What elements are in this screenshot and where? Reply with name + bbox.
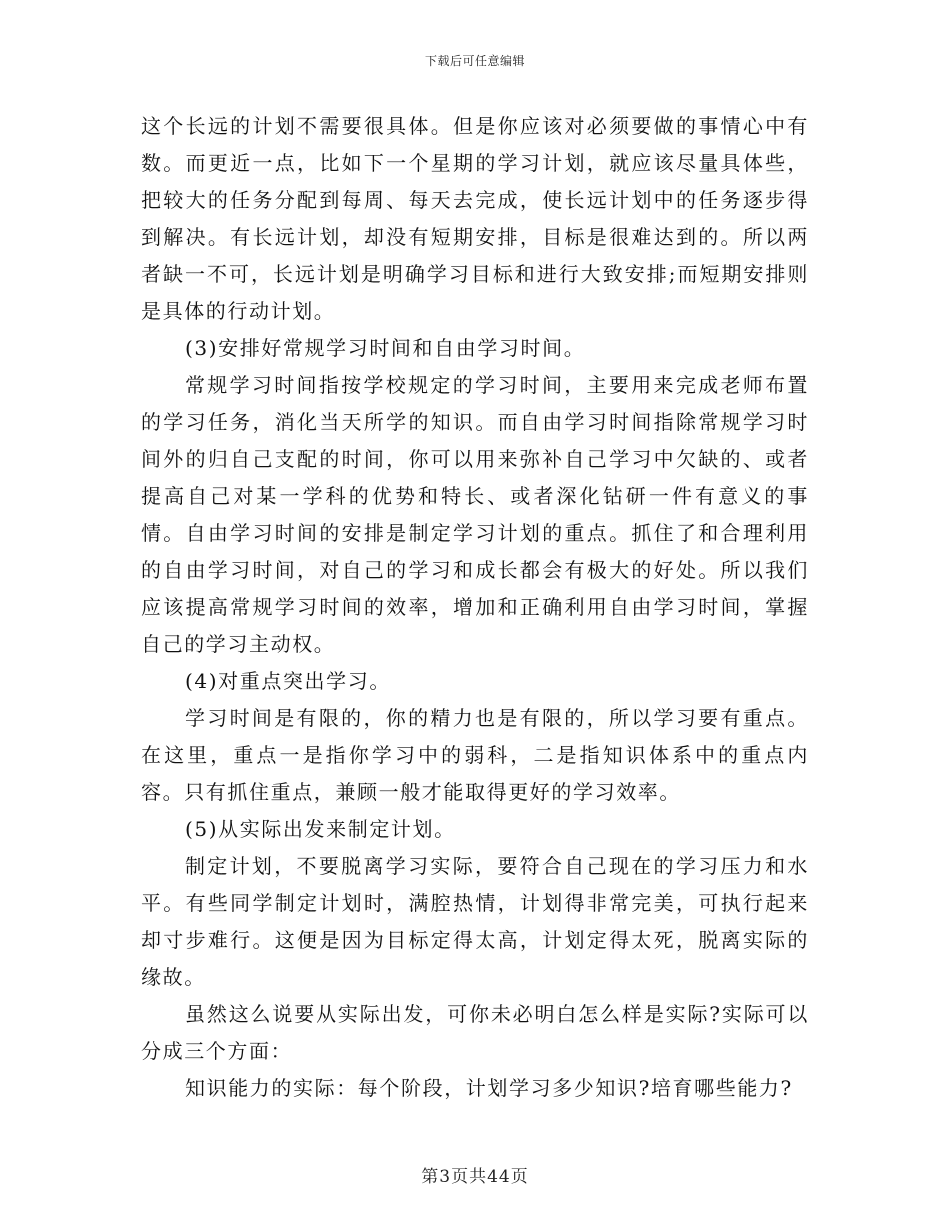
paragraph-3: 常规学习时间指按学校规定的学习时间，主要用来完成老师布置的学习任务，消化当天所学的知识。而自由学习时间指除常规学习时间外的归自己支配的时间，你可以用来弥补自己学习中欠缺的、或者提高自己对某一学科的优势和特长、或者深化钻研一件有意义的事情。自由学习时间的安排是制定学习计划的重点。抓住了和合理利用的自由学习时间，对自己的学习和成长都会有极大的好处。所以我们应该提高常规学习时间的效率，增加和正确利用自由学习时间，掌握自己的学习主动权。 (141, 373, 809, 656)
section-heading-5: (5)从实际出发来制定计划。 (185, 817, 456, 841)
paragraph-7: 制定计划，不要脱离学习实际，要符合自己现在的学习压力和水平。有些同学制定计划时，满腔热情，计划得非常完美，可执行起来却寸步难行。这便是因为目标定得太高，计划定得太死，脱离实际的缘故。 (141, 854, 809, 989)
paragraph-1: 这个长远的计划不需要很具体。但是你应该对必须要做的事情心中有数。而更近一点，比如下一个星期的学习计划，就应该尽量具体些，把较大的任务分配到每周、每天去完成，使长远计划中的任务逐步得到解决。有长远计划，却没有短期安排，目标是很难达到的。所以两者缺一不可，长远计划是明确学习目标和进行大致安排;而短期安排则是具体的行动计划。 (141, 114, 809, 323)
document-body (141, 108, 809, 1107)
page-header: 下载后可任意编辑 (424, 54, 525, 68)
paragraph-8: 虽然这么说要从实际出发，可你未必明白怎么样是实际?实际可以分成三个方面： (141, 1002, 809, 1063)
paragraph-9: 知识能力的实际：每个阶段，计划学习多少知识?培育哪些能力? (185, 1076, 793, 1100)
section-heading-3: (3)安排好常规学习时间和自由学习时间。 (185, 336, 586, 360)
paragraph-5: 学习时间是有限的，你的精力也是有限的，所以学习要有重点。在这里，重点一是指你学习中的弱科，二是指知识体系中的重点内容。只有抓住重点，兼顾一般才能取得更好的学习效率。 (141, 706, 809, 804)
page-footer: 第3页共44页 (421, 1167, 529, 1187)
section-heading-4: (4)对重点突出学习。 (185, 669, 391, 693)
